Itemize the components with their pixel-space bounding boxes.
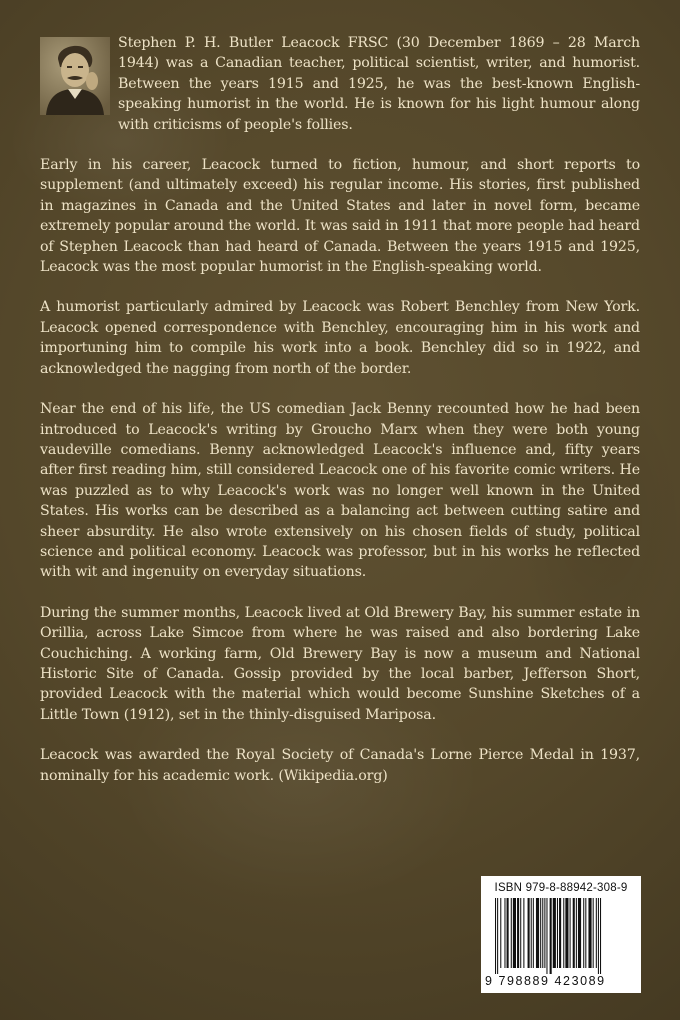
barcode-bar [588, 898, 591, 968]
blurb-paragraph-3: A humorist particularly admired by Leacock was Robert Benchley from New York. Leacock opened correspondence with Benchley, encouraging him in his work and importuning him to compile his work into a book. Benchley did so in 1922, and acknowledged the nagging from north of the border. [40, 299, 640, 377]
barcode-bar [528, 898, 530, 968]
blurb-paragraph-1 [40, 33, 640, 135]
barcode-bar [546, 898, 547, 974]
barcode-bar [533, 898, 534, 968]
barcode-bar [511, 898, 512, 968]
barcode-bar [598, 898, 599, 974]
barcode-bar [583, 898, 584, 968]
barcode-bar [593, 898, 594, 968]
barcode-bar [544, 898, 545, 968]
barcode-bar [542, 898, 543, 968]
blurb-paragraph-2: Early in his career, Leacock turned to fiction, humour, and short reports to supplement (and ultimately exceed) his regular income. His stories, first published in magazines in Canada and the United States and later in novel form, became extremely popular around the world. It was said in 1911 that more people had heard of Stephen Leacock than had heard of Canada. Between the years 1915 and 1925, Leacock was the most popular humorist in the English-speaking world. [40, 157, 640, 276]
author-portrait [40, 37, 110, 115]
barcode-bar [550, 898, 552, 974]
barcode-bar [517, 898, 519, 968]
isbn-barcode [481, 876, 641, 993]
barcode-bar [565, 898, 568, 968]
barcode-bar [540, 898, 541, 968]
blurb-paragraph-1-text: Stephen P. H. Butler Leacock FRSC (30 December 1869 – 28 March 1944) was a Canadian teacher, political scientist, writer, and humorist. Between the years 1915 and 1925, he was the best-known English-speaking humorist in the world. He is known for his light humour along with criticisms of people's follies. [118, 35, 640, 133]
barcode-bar [559, 898, 561, 968]
barcode-bar [573, 898, 575, 968]
barcode-bar [504, 898, 505, 968]
barcode-bar [557, 898, 558, 968]
barcode-bar [536, 898, 539, 968]
barcode-bar [531, 898, 532, 968]
barcode-bar [563, 898, 564, 968]
barcode-bar [585, 898, 586, 968]
barcode-bar [578, 898, 581, 968]
barcode-bar [570, 898, 571, 968]
barcode-bars [493, 898, 633, 974]
barcode-bar [495, 898, 496, 974]
barcode-bar [513, 898, 516, 968]
barcode-bar [500, 898, 501, 968]
barcode-bar [600, 898, 601, 974]
barcode-bar [523, 898, 524, 968]
blurb-paragraph-6: Leacock was awarded the Royal Society of Canada's Lorne Pierce Medal in 1937, nominally for his academic work. (Wikipedia.org) [40, 747, 640, 784]
barcode-bar [576, 898, 577, 968]
barcode-bar [507, 898, 509, 968]
barcode-bar [520, 898, 521, 968]
blurb-paragraph-5: During the summer months, Leacock lived at Old Brewery Bay, his summer estate in Orillia, across Lake Simcoe from where he was raised and also bordering Lake Couchiching. A working farm, Old Brewery Bay is now a museum and National Historic Site of Canada. Gossip provided by the local barber, Jefferson Short, provided Leacock with the material which would become Sunshine Sketches of a Little Town (1912), set in the thinly-disguised Mariposa. [40, 604, 640, 723]
barcode-bar [553, 898, 556, 968]
blurb-text [40, 33, 640, 806]
barcode-digits: 9 798889 423089 [485, 974, 606, 988]
barcode-bar [497, 898, 498, 974]
blurb-paragraph-4: Near the end of his life, the US comedian Jack Benny recounted how he had been introduced to Leacock's writing by Groucho Marx when they were both young vaudeville comedians. Benny acknowledged Leacock's influence and, fifty years after first reading him, still considered Leacock one of his favorite comic writers. He was puzzled as to why Leacock's work was no longer well known in the United States. His works can be described as a balancing act between cutting satire and sheer absurdity. He also wrote extensively on his chosen fields of study, political science and political economy. Leacock was professor, but in his works he reflected with wit and ingenuity on everyday situations. [40, 401, 640, 581]
barcode-bar [596, 898, 597, 968]
isbn-label: ISBN 979-8-88942-308-9 [494, 882, 628, 894]
